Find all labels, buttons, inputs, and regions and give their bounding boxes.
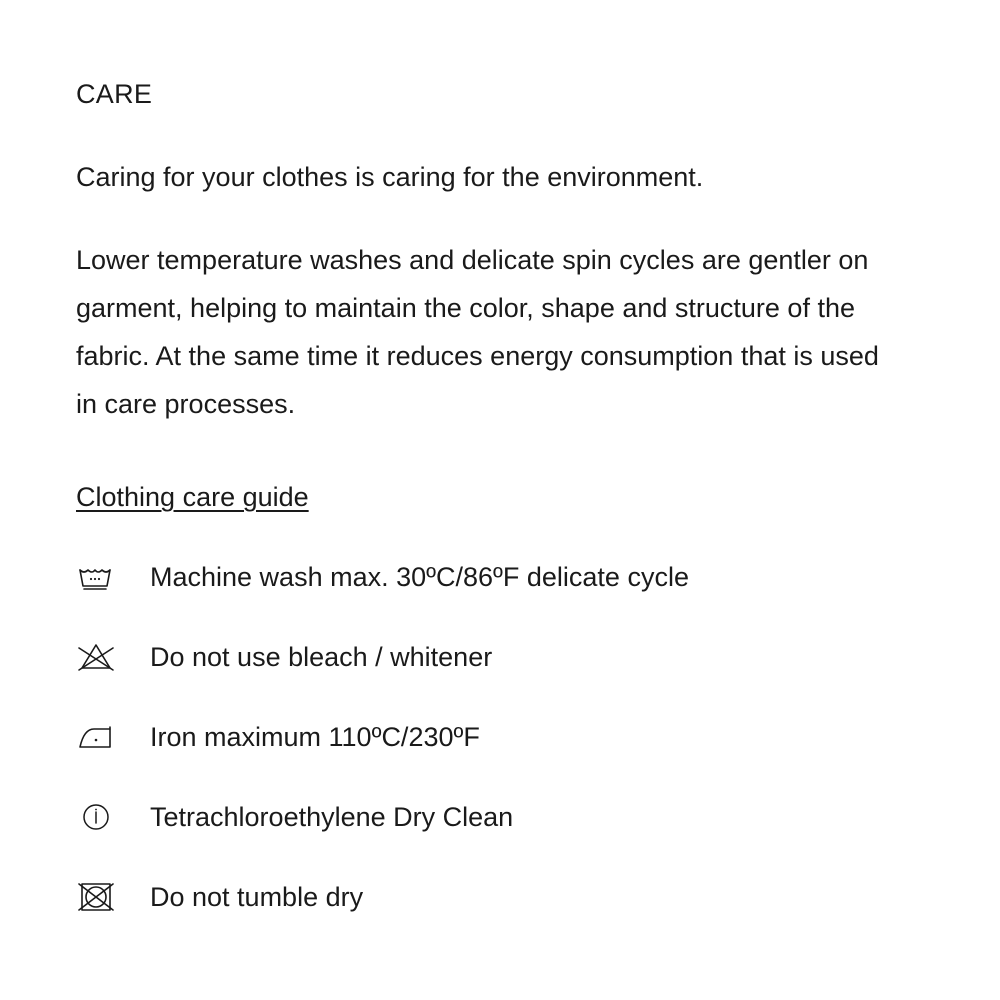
do-not-tumble-dry-icon	[76, 880, 116, 914]
section-heading: CARE	[76, 79, 153, 109]
care-instruction-label: Machine wash max. 30ºC/86ºF delicate cycle	[150, 562, 689, 592]
iron-low-temperature-icon	[76, 720, 116, 754]
intro-text: Caring for your clothes is caring for the environment.	[76, 162, 704, 192]
care-instruction-tumble-dry	[76, 880, 689, 914]
care-description: Lower temperature washes and delicate spin cycles are gentler on garment, helping to maintain the color, shape and structure of the fabric. At the same time it reduces energy consumption that is used in care processes.	[76, 245, 879, 419]
care-instruction-label: Iron maximum 110ºC/230ºF	[150, 722, 480, 752]
care-instruction-label: Tetrachloroethylene Dry Clean	[150, 802, 514, 832]
clothing-care-guide-link[interactable]: Clothing care guide	[76, 482, 309, 512]
care-instruction-machine-wash	[76, 560, 689, 594]
care-instruction-iron	[76, 720, 689, 754]
machine-wash-30-delicate-icon	[76, 560, 116, 594]
dry-clean-p-icon	[76, 800, 116, 834]
care-instruction-dry-clean	[76, 800, 689, 834]
do-not-bleach-icon	[76, 640, 116, 674]
care-instructions-list	[76, 560, 689, 960]
care-instruction-bleach	[76, 640, 689, 674]
care-instruction-label: Do not use bleach / whitener	[150, 642, 493, 672]
care-instruction-label: Do not tumble dry	[150, 882, 364, 912]
